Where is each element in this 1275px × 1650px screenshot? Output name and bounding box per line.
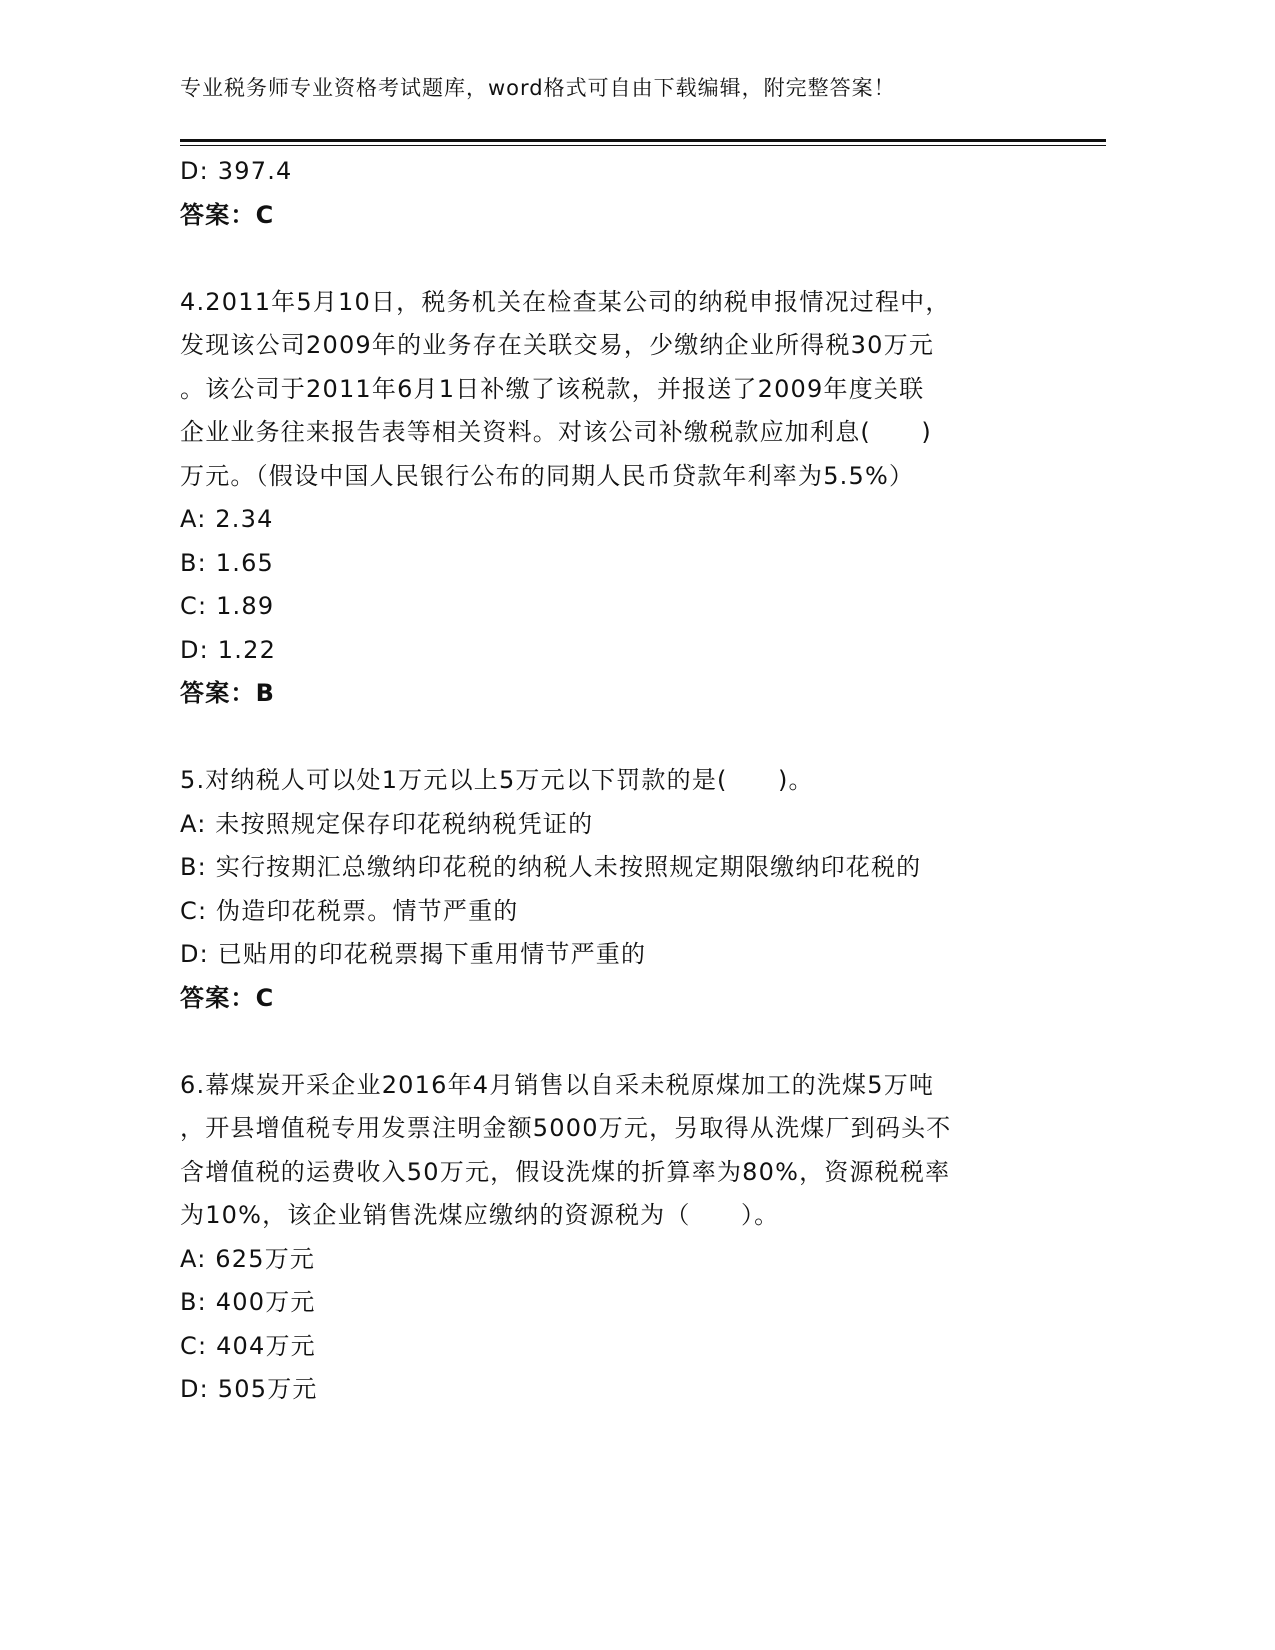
question-stem-line: 。该公司于2011年6月1日补缴了该税款，并报送了2009年度关联 <box>180 374 925 403</box>
spacer <box>180 1020 1040 1064</box>
option-d: D: 397.4 <box>180 157 293 185</box>
option-c: C: 404万元 <box>180 1331 316 1360</box>
question-stem-line: 5.对纳税人可以处1万元以上5万元以下罚款的是( )。 <box>180 766 814 794</box>
option-a: A: 未按照规定保存印花税纳税凭证的 <box>180 809 594 838</box>
header-rule-thin <box>180 145 1106 146</box>
option-c: C: 伪造印花税票。情节严重的 <box>180 896 519 925</box>
spacer <box>180 716 1040 760</box>
header-rule-thick <box>180 139 1106 142</box>
question-stem-line: 含增值税的运费收入50万元，假设洗煤的折算率为80%，资源税税率 <box>180 1157 951 1186</box>
option-b: B: 400万元 <box>180 1288 316 1316</box>
question-stem-line: 为10%，该企业销售洗煤应缴纳的资源税为（ ）。 <box>180 1201 780 1229</box>
option-b: B: 实行按期汇总缴纳印花税的纳税人未按照规定期限缴纳印花税的 <box>180 853 922 881</box>
question-stem-line: 6.幕煤炭开采企业2016年4月销售以自采未税原煤加工的洗煤5万吨 <box>180 1070 935 1099</box>
option-a: A: 2.34 <box>180 505 274 533</box>
page-header: 专业税务师专业资格考试题库，word格式可自由下载编辑，附完整答案！ <box>180 76 896 100</box>
option-d: D: 505万元 <box>180 1375 318 1403</box>
question-stem-line: ，开县增值税专用发票注明金额5000万元，另取得从洗煤厂到码头不 <box>180 1114 952 1142</box>
question-5 <box>180 759 1040 1020</box>
question-stem-line: 发现该公司2009年的业务存在关联交易，少缴纳企业所得税30万元 <box>180 331 935 359</box>
answer-line: 答案：C <box>180 983 275 1012</box>
option-d: D: 已贴用的印花税票揭下重用情节严重的 <box>180 940 647 968</box>
option-d: D: 1.22 <box>180 635 277 664</box>
option-c: C: 1.89 <box>180 592 275 620</box>
answer-line: 答案：C <box>180 200 275 229</box>
option-b: B: 1.65 <box>180 548 275 577</box>
question-stem-line: 企业业务往来报告表等相关资料。对该公司补缴税款应加利息( ) <box>180 418 932 446</box>
question-stem-line: 万元。（假设中国人民银行公布的同期人民币贷款年利率为5.5%） <box>180 461 915 490</box>
document-body <box>180 150 1040 1412</box>
question-6 <box>180 1064 1040 1412</box>
question-4 <box>180 281 1040 716</box>
question-stem-line: 4.2011年5月10日，税务机关在检查某公司的纳税申报情况过程中， <box>180 287 951 316</box>
answer-line: 答案：B <box>180 679 276 707</box>
option-a: A: 625万元 <box>180 1244 316 1273</box>
spacer <box>180 237 1040 281</box>
